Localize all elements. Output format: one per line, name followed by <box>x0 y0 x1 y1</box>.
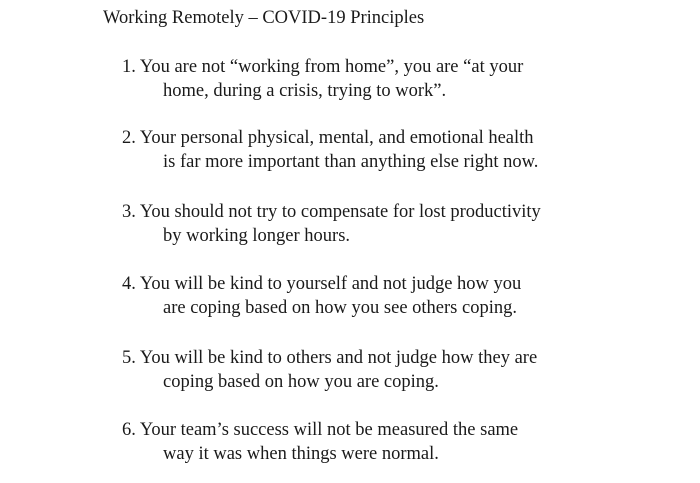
principle-text-line-2: coping based on how you are coping. <box>163 372 439 392</box>
principle-text-line-1: 5. You will be kind to others and not judge how they are <box>122 348 538 368</box>
principle-text-line-1: 2. Your personal physical, mental, and emotional health <box>122 128 534 148</box>
principle-text-line-1: 3. You should not try to compensate for lost productivity <box>122 202 541 222</box>
principle-text-line-1: 6. Your team’s success will not be measured the same <box>122 420 519 440</box>
principle-text-line-1: 4. You will be kind to yourself and not judge how you <box>122 274 522 294</box>
principle-text-line-2: way it was when things were normal. <box>163 444 439 464</box>
principle-text-line-2: home, during a crisis, trying to work”. <box>163 81 447 101</box>
principle-text-line-2: are coping based on how you see others coping. <box>163 298 517 318</box>
document-title: Working Remotely – COVID-19 Principles <box>103 8 425 28</box>
principle-text-line-2: is far more important than anything else right now. <box>163 152 539 172</box>
principle-text-line-1: 1. You are not “working from home”, you are “at your <box>122 57 524 77</box>
principle-text-line-2: by working longer hours. <box>163 226 351 246</box>
